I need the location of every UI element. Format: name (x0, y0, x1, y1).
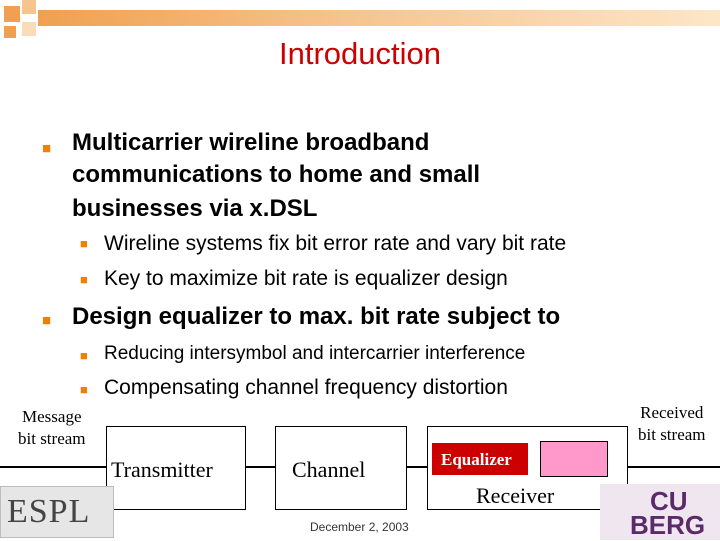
sub-bullet-icon: ■ (80, 236, 88, 251)
bullet-1-line-2: communications to home and small (72, 161, 481, 188)
sub-bullet-icon: ■ (80, 382, 88, 397)
cuberg-logo: CU BERG (600, 484, 720, 540)
received-bit-stream-label: Received bit stream (638, 403, 706, 444)
equalizer-block (432, 443, 528, 475)
bullet-1-sub-1: Wireline systems fix bit error rate and vary bit rate (104, 232, 567, 255)
decor-square-2 (22, 0, 36, 14)
bullet-2-sub-2: Compensating channel frequency distortion (104, 376, 508, 399)
decor-square-1 (4, 6, 20, 22)
tx-channel-wire (245, 466, 275, 468)
bullet-2-sub-1: Reducing intersymbol and intercarrier interference (104, 343, 526, 364)
bullet-icon: ■ (42, 312, 52, 329)
bullet-2-line-1: Design equalizer to max. bit rate subject to (72, 303, 561, 330)
bullet-1-sub-2: Key to maximize bit rate is equalizer design (104, 267, 508, 290)
detector-block (540, 441, 608, 477)
equalizer-label: Equalizer (441, 450, 512, 469)
sub-bullet-icon: ■ (80, 348, 88, 363)
bullet-1-line-1: Multicarrier wireline broadband (72, 129, 430, 156)
receiver-label: Receiver (476, 483, 555, 508)
message-bit-stream-label: Message bit stream (18, 407, 86, 448)
header-bar (38, 10, 720, 26)
decor-square-3 (22, 22, 36, 36)
channel-label: Channel (292, 457, 366, 482)
channel-block (275, 426, 407, 510)
footer-date: December 2, 2003 (310, 520, 409, 534)
espl-logo: ESPL (0, 486, 114, 538)
channel-rx-wire (405, 466, 427, 468)
bullet-1-line-3: businesses via x.DSL (72, 195, 318, 222)
bullet-icon: ■ (42, 140, 52, 157)
transmitter-block (106, 426, 246, 510)
sub-bullet-icon: ■ (80, 272, 88, 287)
output-wire (626, 466, 720, 468)
input-wire (0, 466, 106, 468)
slide-title: Introduction (279, 36, 441, 71)
transmitter-label: Transmitter (111, 457, 213, 482)
